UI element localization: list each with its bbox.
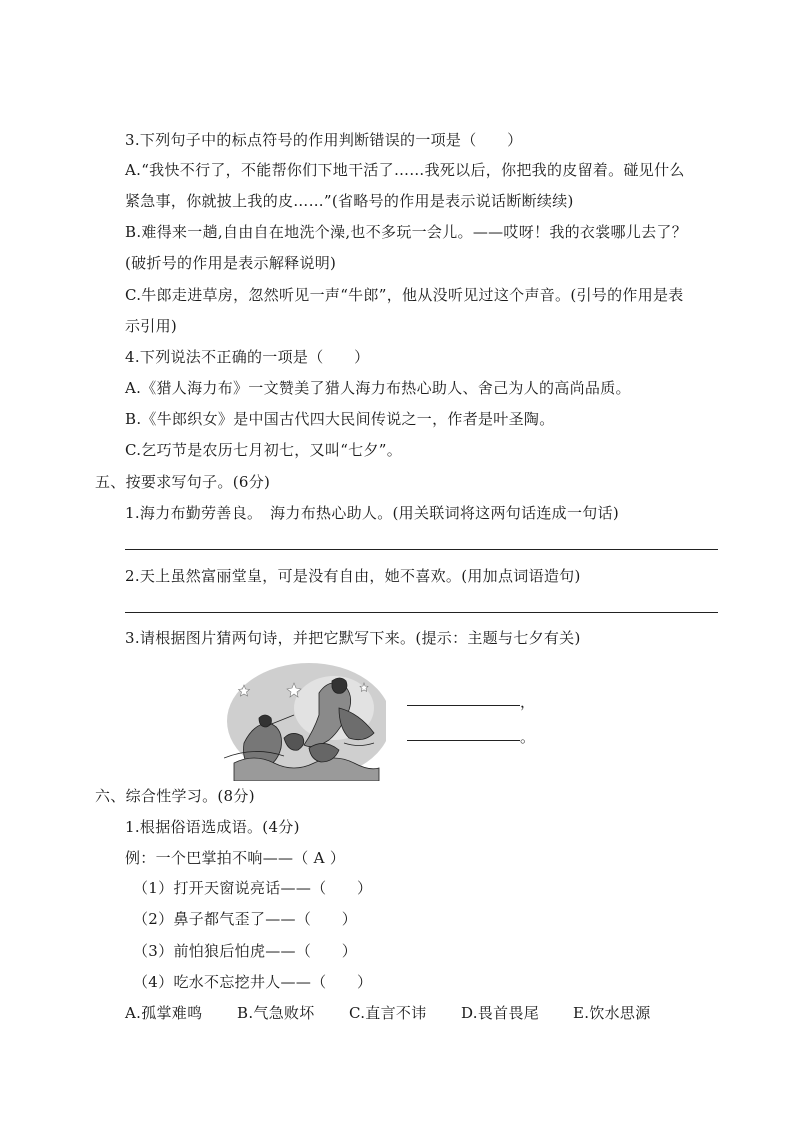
sec6-q1: 1.根据俗语选成语。(4分) <box>125 818 300 836</box>
q3-option-b-line2: (破折号的作用是表示解释说明) <box>125 254 337 272</box>
sec5-q3: 3.请根据图片猜两句诗，并把它默写下来。(提示：主题与七夕有关) <box>125 629 581 647</box>
q3-option-b-line1: B.难得来一趟,自由自在地洗个澡,也不多玩一会儿。——哎呀！我的衣裳哪儿去了？ <box>125 223 688 241</box>
sec6-item-3: （3）前怕狼后怕虎——（ ） <box>133 942 358 960</box>
q4-option-c: C.乞巧节是农历七月初七，又叫“七夕”。 <box>125 441 403 459</box>
poem-period: 。 <box>520 728 536 746</box>
option-b: B.气急败坏 <box>237 1004 315 1022</box>
sec6-item-4: （4）吃水不忘挖井人——（ ） <box>133 973 373 991</box>
sec6-item-2: （2）鼻子都气歪了——（ ） <box>133 910 358 928</box>
q3-option-c-line2: 示引用) <box>125 317 178 335</box>
q3-option-a-line2: 紧急事，你就披上我的皮……”(省略号的作用是表示说话断断续续) <box>125 192 574 210</box>
section-5-title: 五、按要求写句子。(6分) <box>95 473 271 491</box>
sec6-example: 例：一个巴掌拍不响——（ A ） <box>125 849 346 867</box>
sec5-q2: 2.天上虽然富丽堂皇，可是没有自由，她不喜欢。(用加点词语造句) <box>125 567 581 585</box>
option-e: E.饮水思源 <box>573 1004 651 1022</box>
option-c: C.直言不讳 <box>349 1004 427 1022</box>
q3-stem: 3.下列句子中的标点符号的作用判断错误的一项是（ ） <box>125 131 523 149</box>
section-6-title: 六、综合性学习。(8分) <box>95 787 255 805</box>
option-d: D.畏首畏尾 <box>461 1004 540 1022</box>
sec5-q1: 1.海力布勤劳善良。 海力布热心助人。(用关联词将这两句话连成一句话) <box>125 504 620 522</box>
cowherd-weaver-girl-illustration <box>224 663 386 781</box>
poem-comma: ， <box>520 693 536 711</box>
poem-blank-1[interactable] <box>407 705 520 706</box>
answer-line-1[interactable] <box>125 549 718 550</box>
poem-blank-2[interactable] <box>407 740 520 741</box>
q4-option-b: B.《牛郎织女》是中国古代四大民间传说之一，作者是叶圣陶。 <box>125 410 555 428</box>
q4-stem: 4.下列说法不正确的一项是（ ） <box>125 348 370 366</box>
option-a: A.孤掌难鸣 <box>125 1004 203 1022</box>
q3-option-a-line1: A.“我快不行了，不能帮你们下地干活了……我死以后，你把我的皮留着。碰见什么 <box>125 161 685 179</box>
q4-option-a: A.《猎人海力布》一文赞美了猎人海力布热心助人、舍己为人的高尚品质。 <box>125 379 631 397</box>
answer-line-2[interactable] <box>125 612 718 613</box>
sec6-item-1: （1）打开天窗说亮话——（ ） <box>133 879 373 897</box>
q3-option-c-line1: C.牛郎走进草房，忽然听见一声“牛郎”，他从没听见过这个声音。(引号的作用是表 <box>125 286 684 304</box>
